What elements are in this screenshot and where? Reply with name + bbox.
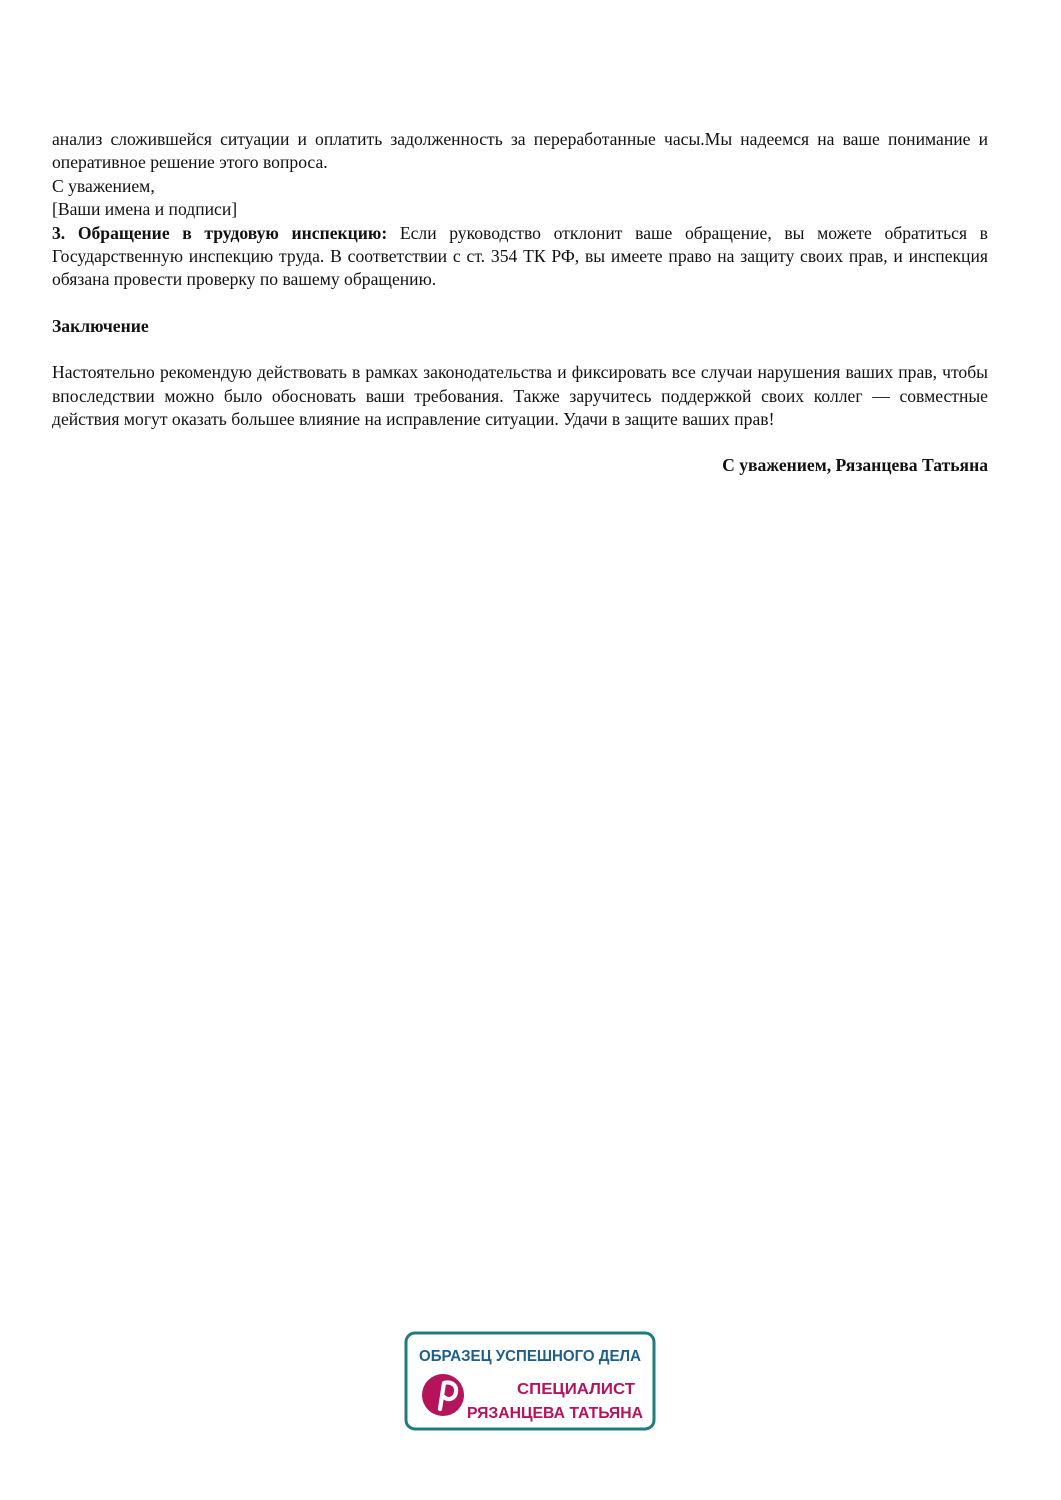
conclusion-heading: Заключение	[52, 315, 149, 336]
document-body	[52, 128, 988, 478]
conclusion-paragraph: Настоятельно рекомендую действовать в рамках законодательства и фиксировать все случаи нарушения ваших прав, чтобы впоследствии можно было обосновать ваши требования. Также заручитесь поддержкой своих коллег — совместные действия могут оказать большее влияние на исправление ситуации. Удачи в защите ваших прав!	[52, 362, 988, 430]
signature: С уважением, Рязанцева Татьяна	[722, 455, 988, 476]
closing-line: С уважением,	[52, 175, 155, 196]
step3-heading: 3. Обращение в трудовую инспекцию:	[52, 222, 388, 243]
pinterest-icon	[422, 1374, 464, 1416]
success-stamp	[404, 1331, 656, 1431]
intro-paragraph: анализ сложившейся ситуации и оплатить задолженность за переработанные часы.Мы надеемся на ваше понимание и оперативное решение этого вопроса.	[52, 129, 988, 173]
stamp-line2: СПЕЦИАЛИСТ	[517, 1381, 636, 1398]
stamp-line1: ОБРАЗЕЦ УСПЕШНОГО ДЕЛА	[419, 1348, 641, 1365]
spacer	[52, 292, 988, 315]
spacer	[52, 431, 988, 454]
spacer	[52, 338, 988, 361]
step3-text: Если руководство отклонит ваше обращение, вы можете обратиться в Государственную инспекцию труда. В соответствии с ст. 354 ТК РФ, вы имеете право на защиту своих прав, и инспекция обязана провести проверку по вашему обращению.	[52, 222, 988, 290]
names-placeholder: [Ваши имена и подписи]	[52, 199, 238, 220]
stamp-line3: РЯЗАНЦЕВА ТАТЬЯНА	[467, 1405, 643, 1422]
step3-paragraph	[52, 222, 988, 292]
